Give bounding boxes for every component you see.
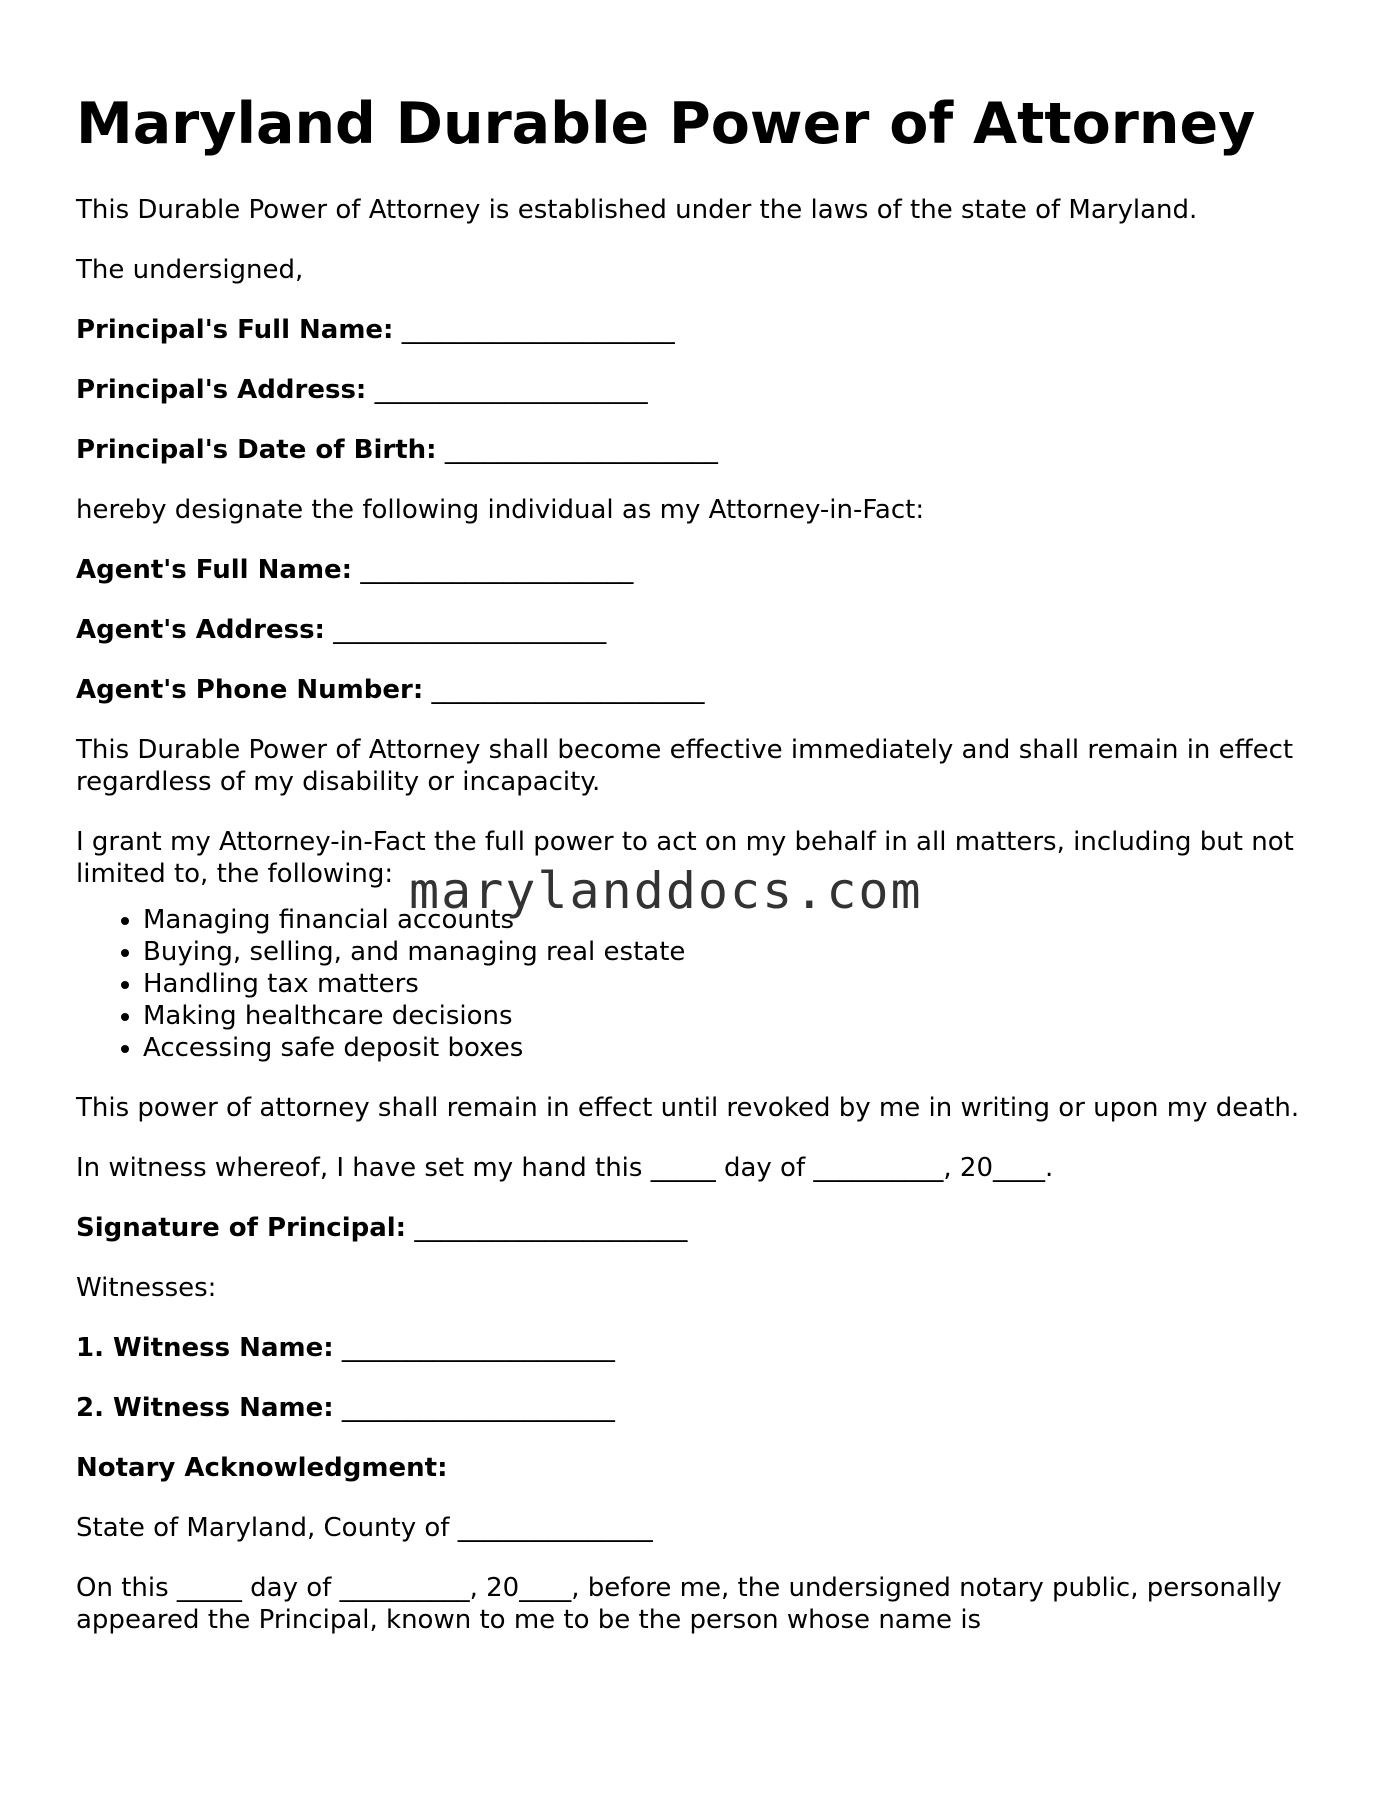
field-blank[interactable]: _____________________ [414,1212,688,1243]
document-title: Maryland Durable Power of Attorney [76,91,1256,157]
witness-1-field [76,1332,1306,1364]
principal-name-field [76,314,1306,346]
notary-text: On this _____ day of __________, 20____, before me, the undersigned notary public, personally appeared the Principal, known to me to be the person whose name is [76,1572,1282,1635]
field-blank[interactable]: _____________________ [341,1392,615,1423]
witness-2-field [76,1392,1306,1424]
principal-dob-field [76,434,1306,466]
agent-name-field [76,554,1306,586]
list-item: • Handling tax matters [143,968,1306,1000]
signature-field [76,1212,1306,1244]
field-label: Agent's Phone Number: [76,674,424,705]
undersigned-text: The undersigned, [76,254,304,285]
agent-phone-field [76,674,1306,706]
field-label: Signature of Principal: [76,1212,407,1243]
field-label: 2. Witness Name: [76,1392,334,1423]
witness-clause: In witness whereof, I have set my hand this _____ day of __________, 20____. [76,1152,1054,1183]
field-blank[interactable]: _____________________ [431,674,705,705]
field-blank[interactable]: _____________________ [401,314,675,345]
notary-county: State of Maryland, County of _______________ [76,1512,653,1543]
list-item: • Making healthcare decisions [143,1000,1306,1032]
list-item: • Managing financial accounts [143,904,1306,936]
designate-text: hereby designate the following individual as my Attorney-in-Fact: [76,494,925,525]
principal-address-field [76,374,1306,406]
grant-paragraph: I grant my Attorney-in-Fact the full power to act on my behalf in all matters, including but not limited to, the following: [76,826,1294,889]
agent-address-field [76,614,1306,646]
list-item: • Accessing safe deposit boxes [143,1032,1306,1064]
field-blank[interactable]: _____________________ [374,374,648,405]
notary-heading: Notary Acknowledgment: [76,1452,448,1483]
field-label: Agent's Address: [76,614,325,645]
field-label: Principal's Date of Birth: [76,434,437,465]
list-item: • Buying, selling, and managing real estate [143,936,1306,968]
effective-paragraph: This Durable Power of Attorney shall become effective immediately and shall remain in effect regardless of my disability or incapacity. [76,734,1294,797]
field-label: 1. Witness Name: [76,1332,334,1363]
watermark: marylanddocs.com [409,862,923,920]
powers-list [76,904,1306,1064]
field-blank[interactable]: _____________________ [444,434,718,465]
field-label: Principal's Full Name: [76,314,394,345]
witnesses-heading: Witnesses: [76,1272,217,1303]
field-blank[interactable]: _____________________ [333,614,607,645]
field-blank[interactable]: _____________________ [341,1332,615,1363]
field-label: Principal's Address: [76,374,367,405]
field-blank[interactable]: _____________________ [360,554,634,585]
intro-paragraph: This Durable Power of Attorney is established under the laws of the state of Maryland. [76,194,1198,225]
field-label: Agent's Full Name: [76,554,353,585]
duration-paragraph: This power of attorney shall remain in effect until revoked by me in writing or upon my death. [76,1092,1300,1123]
